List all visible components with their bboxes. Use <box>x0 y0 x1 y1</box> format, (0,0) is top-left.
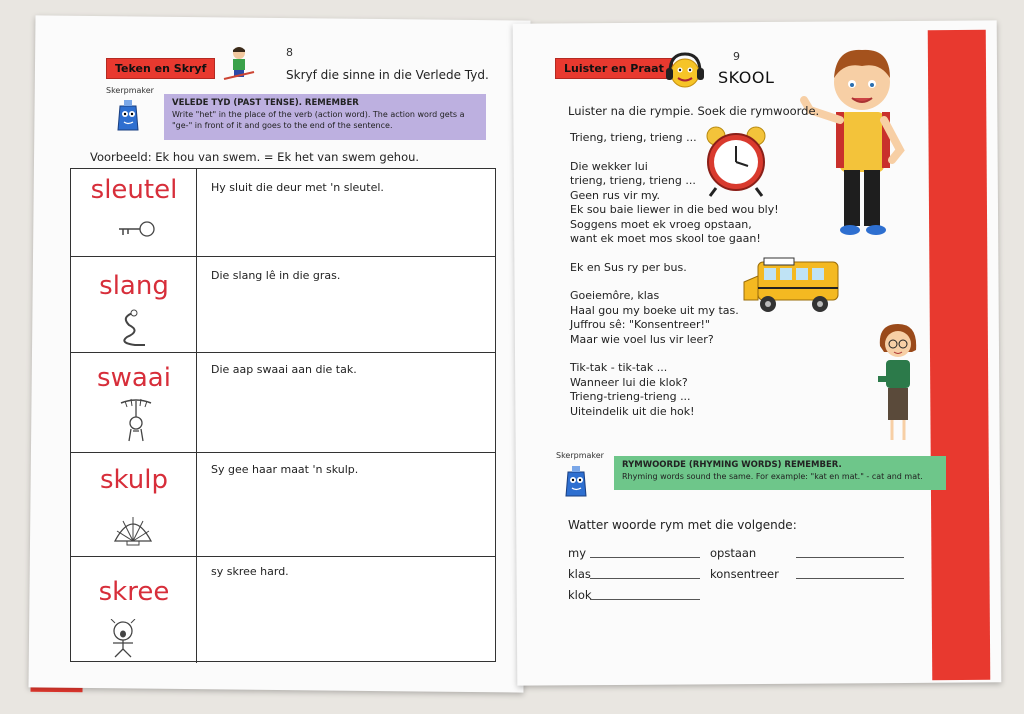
key-icon <box>117 217 157 241</box>
sentence-text: Sy gee haar maat 'n skulp. <box>211 463 359 476</box>
screaming-child-icon <box>101 619 145 659</box>
poem-line: want ek moet mos skool toe gaan! <box>570 232 761 245</box>
sentence-text: Die aap swaai aan die tak. <box>211 363 357 376</box>
poem-line: Trieng-trieng-trieng ... <box>570 390 691 403</box>
left-header-tag: Teken en Skryf <box>106 58 215 79</box>
poem-line: Uiteindelik uit die hok! <box>570 404 695 418</box>
past-tense-note-title: VELEDE TYD (PAST TENSE). REMEMBER <box>172 98 359 108</box>
schoolboy-illustration <box>796 40 920 240</box>
rhyme-word: konsentreer <box>710 567 779 581</box>
poem-line: Goeiemôre, klas <box>570 289 660 302</box>
poem-line: Maar wie voel lus vir leer? <box>570 332 714 346</box>
answer-line[interactable] <box>796 578 904 579</box>
sentence-text: Die slang lê in die gras. <box>211 269 341 282</box>
poem-title: SKOOL <box>718 68 775 87</box>
poem-line: Soggens moet ek vroeg opstaan, <box>570 217 752 231</box>
poem-line: Wanneer lui die klok? <box>570 375 688 389</box>
left-skerpmaker-label: Skerpmaker <box>106 86 154 95</box>
sharpener-mascot-icon <box>116 100 140 134</box>
right-instruction: Luister na die rympie. Soek die rymwoorde. <box>568 104 820 118</box>
rhyming-note-body: Rhyming words sound the same. For example: "kat en mat." - cat and mat. <box>622 472 923 481</box>
poem-line: Ek sou baie liewer in die bed wou bly! <box>570 203 779 216</box>
poem-line: Juffrou sê: "Konsentreer!" <box>570 318 710 331</box>
table-row <box>71 169 495 257</box>
rhyme-word: opstaan <box>710 546 757 560</box>
poem-line <box>570 347 779 361</box>
headphones-emoji-icon <box>664 50 706 92</box>
shell-icon <box>111 511 155 547</box>
poem-line: Ek en Sus ry per bus. <box>570 260 687 274</box>
rhyme-question: Watter woorde rym met die volgende: <box>568 518 797 532</box>
table-row <box>71 257 495 353</box>
alarm-clock-icon <box>700 124 772 198</box>
table-row <box>71 353 495 453</box>
answer-line[interactable] <box>590 578 700 579</box>
school-bus-icon <box>742 256 840 316</box>
poem-line: Geen rus vir my. <box>570 188 660 202</box>
rhyme-word: klas <box>568 567 591 581</box>
right-red-margin <box>928 30 991 680</box>
table-row <box>71 453 495 557</box>
teacher-illustration <box>868 322 926 446</box>
rhyme-word: klok <box>568 588 592 602</box>
monkey-icon <box>119 397 153 449</box>
left-page-number: 8 <box>286 46 293 59</box>
word-label: skree <box>98 577 170 607</box>
right-page-number: 9 <box>733 50 740 63</box>
rhyme-word: my <box>568 546 587 560</box>
poem-line: trieng, trieng, trieng ... <box>570 174 696 187</box>
poem-line: Haal gou my boeke uit my tas. <box>570 303 739 317</box>
rhyming-words-note <box>614 456 946 490</box>
poem-line: Tik-tak - tik-tak ... <box>570 361 668 374</box>
table-row <box>71 557 495 663</box>
word-label: skulp <box>99 465 168 495</box>
right-skerpmaker-label: Skerpmaker <box>556 451 604 460</box>
rhyming-note-title: RYMWOORDE (RHYMING WORDS) REMEMBER. <box>622 460 842 470</box>
word-label: sleutel <box>90 175 178 205</box>
past-tense-note-body: Write "het" in the place of the verb (action word). The action word gets a "ge-" in front of it and goes to the end of the sentence. <box>172 110 465 130</box>
answer-line[interactable] <box>590 599 700 600</box>
answer-line[interactable] <box>796 557 904 558</box>
example-sentence: Voorbeeld: Ek hou van swem. = Ek het van swem gehou. <box>90 150 420 164</box>
snake-icon <box>117 309 149 349</box>
sentence-text: sy skree hard. <box>211 565 289 578</box>
past-tense-note <box>164 94 486 140</box>
sharpener-mascot-icon <box>564 466 588 500</box>
word-label: slang <box>99 271 169 301</box>
boy-on-scooter-icon <box>222 44 256 84</box>
right-header-tag: Luister en Praat <box>555 58 673 79</box>
word-sentence-table <box>70 168 496 662</box>
left-instruction: Skryf die sinne in die Verlede Tyd. <box>286 68 489 82</box>
word-label: swaai <box>97 363 171 393</box>
answer-line[interactable] <box>590 557 700 558</box>
poem-line: Trieng, trieng, trieng ... <box>570 131 697 144</box>
poem-line: Die wekker lui <box>570 159 648 173</box>
sentence-text: Hy sluit die deur met 'n sleutel. <box>211 181 384 194</box>
